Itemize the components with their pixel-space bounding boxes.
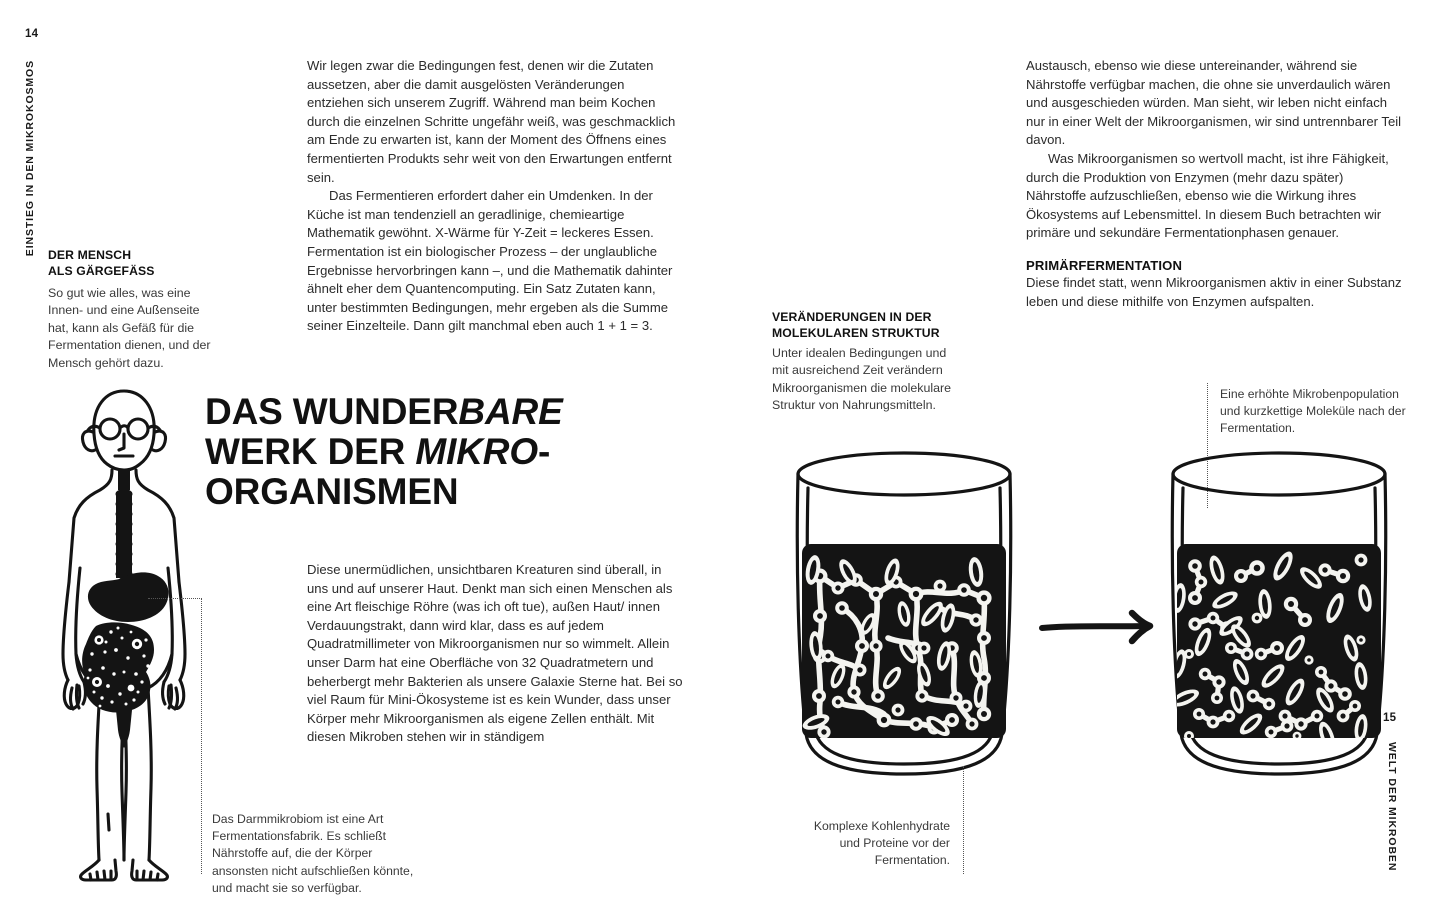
digestive-tract <box>82 470 168 748</box>
headline-part-2-tail: - <box>537 431 551 472</box>
beaker-before-caption: Komplexe Kohlenhydrate und Proteine vor der Fermentation. <box>813 819 950 868</box>
diagram-note-heading <box>772 310 962 341</box>
human-body-svg <box>36 382 226 877</box>
paragraph: Das Fermentieren erfordert daher ein Umdenken. In der Küche ist man tendenziell an geradlinige, chemieartige Mathematik gewöhnt. X-Wärme für Y-Zeit = leckeres Essen. Fermentation ist ein biologischer Prozess – der unglaubliche Ergebnisse hervorbringen kann –, und die Mathematik dahinter ähnelt eher dem Quantencomputing. Ein Satz Zutaten kann, unter bestimmten Bedingungen, mehr ergeben als die Summe seiner Einzelteile. Dann gilt manchmal eben auch 1 + 1 = 3. <box>307 188 673 334</box>
left-column-top <box>307 57 683 336</box>
right-column-top <box>1026 57 1402 243</box>
primary-fermentation-section <box>1026 258 1402 311</box>
page-title <box>205 392 635 512</box>
diagram-note-body: Unter idealen Bedingungen und mit ausreichend Zeit verändern Mikroorganismen die molekulare Struktur von Nahrungsmitteln. <box>772 346 952 413</box>
section-body: Diese findet statt, wenn Mikroorganismen aktiv in einer Substanz leben und diese mithilfe von Enzymen aufspalten. <box>1026 275 1402 309</box>
headline-part-1: DAS WUNDER <box>205 391 459 432</box>
page-number-right: 15 <box>1383 712 1397 724</box>
left-column-bottom <box>307 561 683 747</box>
section-heading: PRIMÄRFERMENTATION <box>1026 258 1183 273</box>
paragraph: Was Mikroorganismen so wertvoll macht, ist ihre Fähigkeit, durch die Produktion von Enzymen (mehr dazu später) Nährstoffe aufzuschließen, ebenso wie die Wirkung ihres Ökosystems auf Lebensmittel. In diesem Buch betrachten wir primäre und sekundäre Fermentationphasen genauer. <box>1026 150 1389 241</box>
sidebar-note-heading-line2: ALS GÄRGEFÄSS <box>48 263 155 278</box>
diagram-note-heading-line2: MOLEKULAREN STRUKTUR <box>772 325 940 340</box>
paragraph: Wir legen zwar die Bedingungen fest, denen wir die Zutaten aussetzen, aber die damit ausgelösten Veränderungen entziehen sich unserem Zugriff. Während man beim Kochen durch die einzelnen Schritte ungefähr weiß, was geschmacklich am Ende zu erwarten ist, kann der Moment des Öffnens eines fermentierten Produkts sehr weit von den Erwartungen entfernt sein. <box>307 58 676 185</box>
beaker-after-illustration <box>1155 448 1405 803</box>
headline-part-2: WERK DER <box>205 431 416 472</box>
arrow-icon <box>1040 606 1170 648</box>
paragraph: Diese unermüdlichen, unsichtbaren Kreaturen sind überall, in uns und auf unserer Haut. Denkt man sich einen Menschen als eine Art fleischige Röhre (was ich oft tue), außen Haut/ innen Verdauungstrakt, dann wird klar, dass es auf jedem Quadratmillimeter von Mikroorganismen nur so wimmelt. Allein unser Darm hat eine Oberfläche von 32 Quadratmetern und beherbergt mehr Bakterien als unsere Galaxie Sterne hat. Bei so viel Raum für Mini-Ökosysteme ist es kein Wunder, dass unser Körper mehr Mikroorganismen als eigene Zellen enthält. Mit diesen Mikroben stehen wir in ständigem <box>307 562 683 745</box>
beaker-before-leader <box>963 766 964 874</box>
human-body-illustration <box>36 382 226 877</box>
diagram-note-heading-line1: VERÄNDERUNGEN IN DER <box>772 310 932 324</box>
beaker-after-caption: Eine erhöhte Mikrobenpopulation und kurzkettige Moleküle nach der Fermentation. <box>1220 387 1406 436</box>
gut-leader-horizontal <box>148 598 202 599</box>
gut-microbiome-caption: Das Darmmikrobiom ist eine Art Fermentationsfabrik. Es schließt Nährstoffe auf, die der Körper ansonsten nicht aufschließen könnte, und macht sie so verfügbar. <box>212 812 414 895</box>
sidebar-note-body: So gut wie alles, was eine Innen- und eine Außenseite hat, kann als Gefäß für die Fermentation dienen, und der Mensch gehört dazu. <box>48 286 211 370</box>
beaker-before-illustration <box>780 448 1030 803</box>
paragraph: Austausch, ebenso wie diese untereinander, während sie Nährstoffe verfügbar machen, die ohne sie unverdaulich wären und ausgeschieden würden. Man sieht, wir leben nicht einfach nur in einer Welt der Mikroorganismen, wir sind untrennbarer Teil davon. <box>1026 58 1402 148</box>
sidebar-note-heading <box>48 248 228 279</box>
fermentation-arrow <box>1040 606 1170 648</box>
headline-part-1-italic: BARE <box>458 391 563 432</box>
running-head-left: EINSTIEG IN DEN MIKROKOSMOS <box>24 60 36 257</box>
page-number-left: 14 <box>25 28 39 40</box>
running-head-right: WELT DER MIKROBEN <box>1386 742 1398 872</box>
headline-part-3: ORGANISMEN <box>205 471 459 512</box>
sidebar-note-heading-line1: DER MENSCH <box>48 248 132 262</box>
beaker-before-svg <box>780 448 1030 803</box>
beaker-after-svg <box>1155 448 1405 803</box>
headline-part-2-italic: MIKRO <box>415 431 538 472</box>
gut-leader-vertical <box>201 598 202 874</box>
